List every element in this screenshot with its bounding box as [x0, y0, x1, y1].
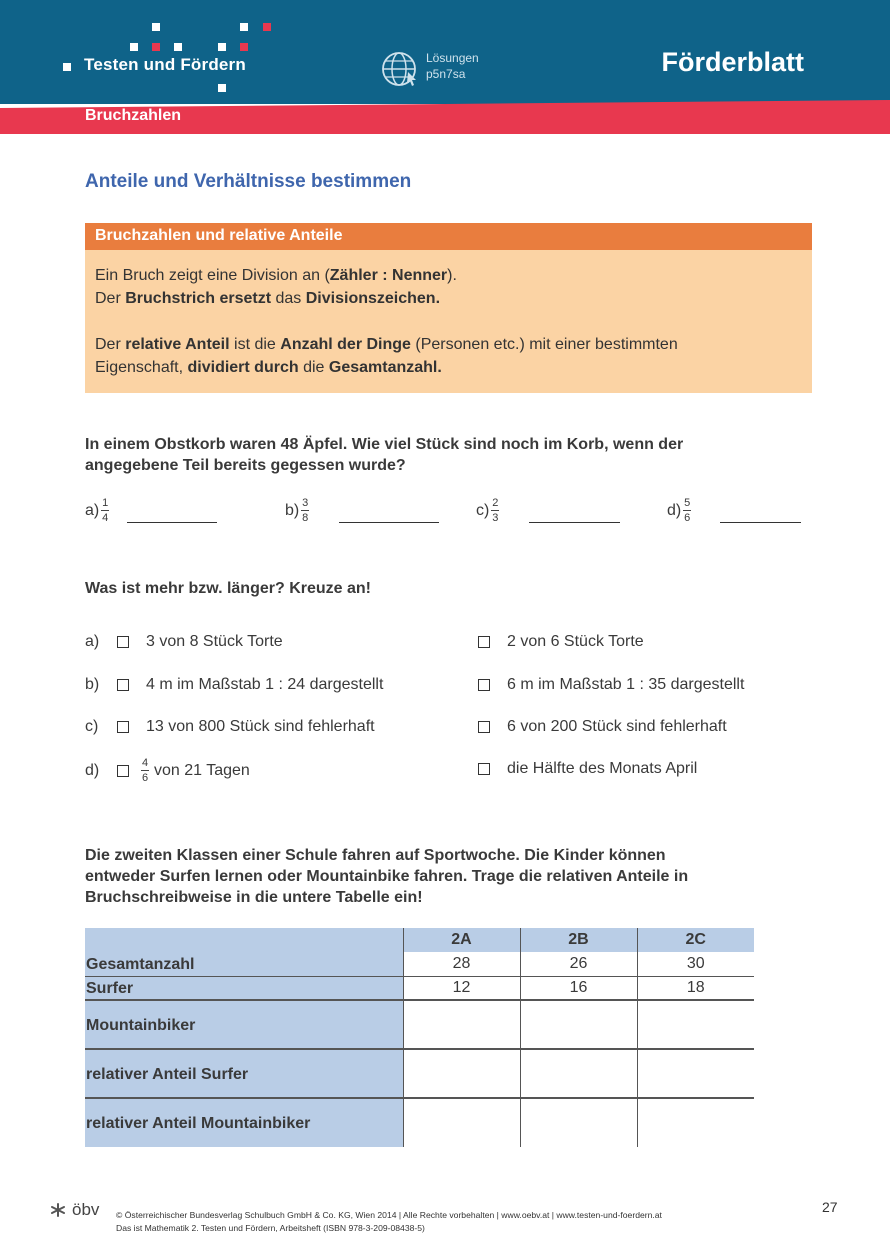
data-table — [85, 928, 754, 1147]
checkbox[interactable] — [117, 636, 129, 648]
info-line-4: Eigenschaft, dividiert durch die Gesamtanzahl. — [95, 359, 442, 376]
answer-cell[interactable] — [637, 1098, 754, 1147]
table-row: relativer Anteil Surfer — [85, 1049, 754, 1098]
task1-item-a: a) $\frac{1}{4}$ — [85, 497, 109, 524]
table-row: Surfer 12 16 18 — [85, 976, 754, 1000]
answer-cell[interactable] — [520, 1049, 637, 1098]
answer-cell[interactable] — [403, 1000, 520, 1049]
globe-icon[interactable] — [381, 50, 419, 88]
checkbox[interactable] — [117, 679, 129, 691]
answer-cell[interactable] — [520, 1000, 637, 1049]
info-box-title: Bruchzahlen und relative Anteile — [85, 223, 812, 250]
checkbox[interactable] — [478, 763, 490, 775]
answer-line-d[interactable] — [720, 522, 801, 523]
task2-row-a-right: 2 von 6 Stück Torte — [478, 633, 644, 651]
footer-copyright: © Österreichischer Bundesverlag Schulbuch GmbH & Co. KG, Wien 2014 | Alle Rechte vorbehalten | www.oebv.at | www.testen-und-foerdern.at Das ist Mathematik 2. Testen und Fördern, Arbeitsheft (ISBN 978-3-209-08438-5) — [116, 1210, 662, 1233]
task2-row-c-left: c) 13 von 800 Stück sind fehlerhaft — [85, 718, 375, 735]
task2-row-b-left: b) 4 m im Maßstab 1 : 24 dargestellt — [85, 676, 384, 693]
answer-cell[interactable] — [520, 1098, 637, 1147]
star-icon — [50, 1202, 66, 1218]
checkbox[interactable] — [478, 679, 490, 691]
checkbox[interactable] — [478, 721, 490, 733]
publisher-logo: öbv — [50, 1200, 99, 1220]
task1-item-b: b) $\frac{3}{8}$ — [285, 497, 309, 524]
section-heading: Anteile und Verhältnisse bestimmen — [85, 171, 412, 192]
checkbox[interactable] — [478, 636, 490, 648]
answer-line-b[interactable] — [339, 522, 439, 523]
info-line-2: Der Bruchstrich ersetzt das Divisionszeichen. — [95, 290, 441, 307]
solutions-label[interactable]: Lösungen — [426, 51, 479, 65]
subject-label: Bruchzahlen — [85, 107, 182, 124]
fraction: $\frac{1}{4}$ — [102, 497, 109, 524]
fraction: $\frac{2}{3}$ — [492, 497, 499, 524]
task3-question: Die zweiten Klassen einer Schule fahren auf Sportwoche. Die Kinder können entweder Surfen lernen oder Mountainbike fahren. Trage die relativen Anteile in Bruchschreibweise in die untere Tabelle ein! — [85, 847, 689, 906]
page-title: Förderblatt — [661, 47, 804, 77]
answer-cell[interactable] — [637, 1000, 754, 1049]
table-header-row — [85, 928, 754, 952]
brand-name: Testen und Fördern — [84, 55, 246, 74]
fraction: $\frac{4}{6}$ — [141, 757, 149, 784]
task2-row-c-right: 6 von 200 Stück sind fehlerhaft — [478, 718, 727, 736]
info-line-3: Der relative Anteil ist die Anzahl der Dinge (Personen etc.) mit einer bestimmten — [95, 336, 678, 353]
task2-row-a-left: a) 3 von 8 Stück Torte — [85, 633, 283, 650]
info-line-1: Ein Bruch zeigt eine Division an (Zähler : Nenner). — [95, 267, 457, 284]
task2-row-b-right: 6 m im Maßstab 1 : 35 dargestellt — [478, 676, 744, 694]
column-header: 2A — [403, 928, 520, 952]
table-row: relativer Anteil Mountainbiker — [85, 1098, 754, 1147]
column-header: 2C — [637, 928, 754, 952]
info-box-body — [85, 250, 812, 393]
answer-line-a[interactable] — [127, 522, 217, 523]
checkbox[interactable] — [117, 765, 129, 777]
checkbox[interactable] — [117, 721, 129, 733]
answer-cell[interactable] — [403, 1098, 520, 1147]
task2-row-d-right: die Hälfte des Monats April — [478, 760, 697, 778]
answer-cell[interactable] — [637, 1049, 754, 1098]
task1-item-c: c) $\frac{2}{3}$ — [476, 497, 499, 524]
task1-question: In einem Obstkorb waren 48 Äpfel. Wie viel Stück sind noch im Korb, wenn der angegebene Teil bereits gegessen wurde? — [85, 436, 684, 474]
task2-question: Was ist mehr bzw. länger? Kreuze an! — [85, 580, 371, 597]
table-row: Gesamtanzahl 28 26 30 — [85, 952, 754, 976]
column-header: 2B — [520, 928, 637, 952]
table-row: Mountainbiker — [85, 1000, 754, 1049]
page-number: 27 — [822, 1199, 838, 1215]
answer-cell[interactable] — [403, 1049, 520, 1098]
task2-row-d-left: d) $\frac{4}{6}$ von 21 Tagen — [85, 757, 250, 784]
fraction: $\frac{5}{6}$ — [684, 497, 691, 524]
answer-line-c[interactable] — [529, 522, 620, 523]
fraction: $\frac{3}{8}$ — [302, 497, 309, 524]
solutions-code[interactable]: p5n7sa — [426, 67, 466, 81]
task1-item-d: d) $\frac{5}{6}$ — [667, 497, 691, 524]
